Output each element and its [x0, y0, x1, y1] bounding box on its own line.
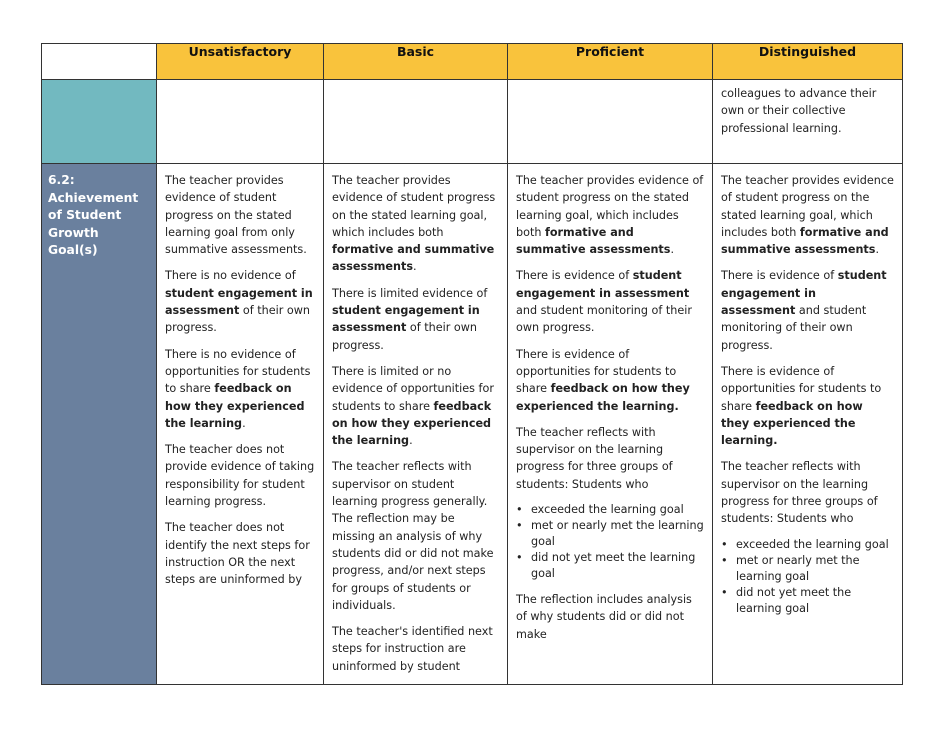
unsatisfactory-para-1: The teacher provides evidence of student progress on the stated learning goal from only summative assessments. — [165, 174, 307, 257]
basic-para-5: The teacher's identified next steps for instruction are uninformed by student — [332, 625, 493, 673]
unsatisfactory-para-5: The teacher does not identify the next steps for instruction OR the next steps are uninformed by — [165, 521, 310, 587]
proficient-para-3: There is evidence of opportunities for students to share feedback on how they experienced the learning. — [516, 347, 690, 413]
basic-para-3: There is limited or no evidence of opportunities for students to share feedback on how they experienced the learning. — [332, 364, 494, 448]
proficient-para-2: There is evidence of student engagement in assessment and student monitoring of their own progress. — [516, 269, 692, 335]
header-proficient: Proficient — [508, 44, 713, 80]
header-row — [42, 44, 903, 80]
distinguished-para-1: The teacher provides evidence of student progress on the stated learning goal, which includes both formative and summative assessments. — [721, 174, 894, 257]
rubric-table — [41, 43, 903, 685]
component-label-cell — [42, 164, 157, 685]
list-item: • did not yet meet the learning goal — [721, 585, 894, 617]
list-item: • met or nearly met the learning goal — [721, 553, 894, 585]
distinguished-para-3: There is evidence of opportunities for students to share feedback on how they experienced the learning. — [721, 364, 882, 448]
list-item: • exceeded the learning goal — [516, 502, 704, 518]
unsatisfactory-para-2: There is no evidence of student engagement in assessment of their own progress. — [165, 269, 313, 335]
distinguished-para-4: The teacher reflects with supervisor on the learning progress for three groups of students: Students who — [721, 460, 878, 526]
proficient-continued-cell — [508, 80, 713, 164]
distinguished-cell — [713, 164, 903, 685]
header-unsatisfactory: Unsatisfactory — [157, 44, 324, 80]
proficient-cell — [508, 164, 713, 685]
proficient-para-1: The teacher provides evidence of student progress on the stated learning goal, which includes both formative and summative assessments. — [516, 174, 704, 257]
list-item: • did not yet meet the learning goal — [516, 550, 704, 582]
basic-para-4: The teacher reflects with supervisor on student learning progress generally. The reflection may be missing an analysis of why students did or did not make progress, and/or next steps for groups of students or individuals. — [332, 460, 494, 612]
component-row — [42, 164, 903, 685]
basic-cell — [324, 164, 508, 685]
list-item: • met or nearly met the learning goal — [516, 518, 704, 550]
unsatisfactory-para-3: There is no evidence of opportunities for students to share feedback on how they experienced the learning. — [165, 347, 311, 430]
unsatisfactory-cell — [157, 164, 324, 685]
distinguished-para-2: There is evidence of student engagement in assessment and student monitoring of their own progress. — [721, 269, 887, 352]
component-cell-continued — [42, 80, 157, 164]
component-label: 6.2: Achievement of Student Growth Goal(s) — [48, 173, 139, 257]
proficient-para-4: The teacher reflects with supervisor on the learning progress for three groups of students: Students who — [516, 425, 673, 491]
continuation-row — [42, 80, 903, 164]
proficient-para-5: The reflection includes analysis of why students did or did not make — [516, 593, 692, 641]
distinguished-bullet-list — [721, 537, 894, 617]
basic-para-2: There is limited evidence of student engagement in assessment of their own progress. — [332, 286, 488, 352]
distinguished-continued-text: colleagues to advance their own or their collective professional learning. — [721, 87, 877, 135]
basic-continued-cell — [324, 80, 508, 164]
basic-para-1: The teacher provides evidence of student progress on the stated learning goal, which includes both formative and summative assessments. — [332, 174, 496, 274]
proficient-bullet-list — [516, 502, 704, 582]
header-basic: Basic — [324, 44, 508, 80]
list-item: • exceeded the learning goal — [721, 537, 894, 553]
header-distinguished: Distinguished — [713, 44, 903, 80]
header-blank-cell — [42, 44, 157, 80]
unsatisfactory-para-4: The teacher does not provide evidence of taking responsibility for student learning progress. — [165, 443, 315, 509]
unsatisfactory-continued-cell — [157, 80, 324, 164]
distinguished-continued-cell — [713, 80, 903, 164]
